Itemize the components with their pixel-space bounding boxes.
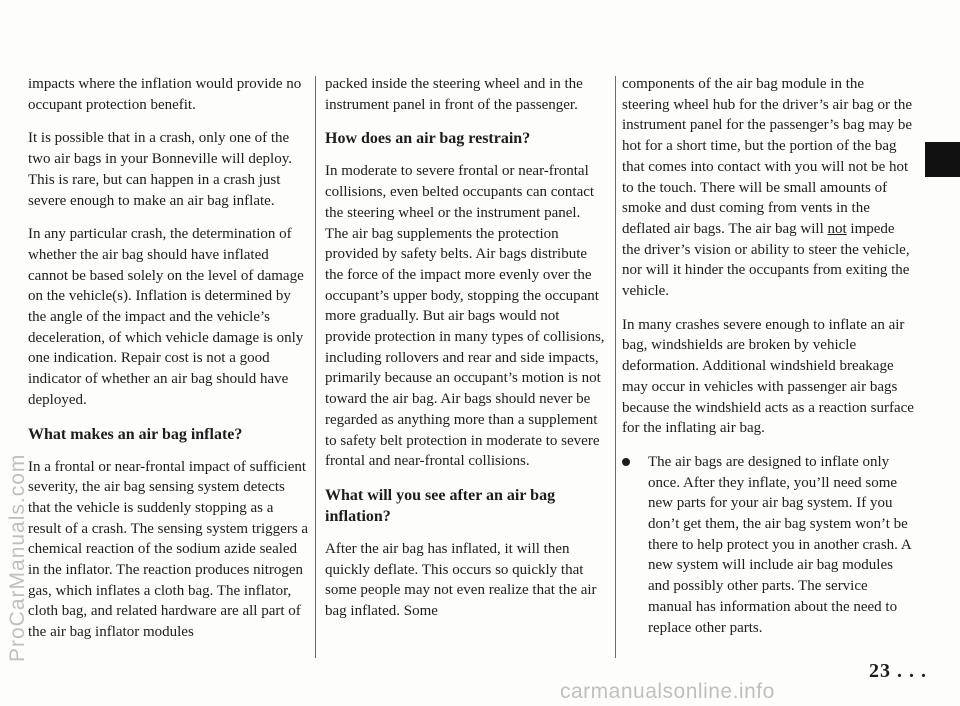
footer-url: carmanualsonline.info	[560, 680, 775, 703]
section-heading: What makes an air bag inflate?	[28, 425, 243, 443]
paragraph-text: components of the air bag module in the steering wheel hub for the driver’s air bag or the instrument panel for the passenger’s bag may be hot for a short time, but the portion of the bag that comes into contact with you will not be hot to the touch. There will be small amounts of smoke and dust coming from vents in the deflated air bags. The air bag will	[622, 76, 913, 237]
text-column-1	[28, 74, 310, 656]
column-divider	[315, 76, 316, 658]
paragraph-text: impede the driver’s vision or ability to steer the vehicle, nor will it hinder the occupants from exiting the vehicle.	[622, 220, 910, 300]
bullet-icon	[622, 458, 630, 466]
column-divider	[615, 76, 616, 658]
paragraph: In any particular crash, the determination of whether the air bag should have inflated cannot be based solely on the level of damage on the vehicle(s). Inflation is determined by the angle of the impact and the vehicle’s deceleration, of which vehicle damage is only one indication. Repair cost is not a good indicator of whether an air bag should have deployed.	[28, 226, 304, 408]
section-tab-marker	[925, 142, 960, 177]
paragraph: packed inside the steering wheel and in the instrument panel in front of the passenger.	[325, 76, 583, 113]
list-item-text: The air bags are designed to inflate only once. After they inflate, you’ll need some new parts for your air bag system. If you don’t get them, the air bag system won’t be there to help protect you in another crash. A new system will include air bag modules and possibly other parts. The service manual has information about the need to replace other parts.	[648, 453, 911, 636]
text-column-2	[325, 74, 607, 635]
paragraph: After the air bag has inflated, it will then quickly deflate. This occurs so quickly that some people may not even realize that the air bag inflated. Some	[325, 540, 597, 620]
paragraph: In moderate to severe frontal or near-frontal collisions, even belted occupants can contact the steering wheel or the instrument panel. The air bag supplements the protection provided by safety belts. Air bags distribute the force of the impact more evenly over the occupant’s upper body, stopping the occupant more gradually. But air bags would not provide protection in many types of collisions, including rollovers and rear and side impacts, primarily because an occupant’s motion is not toward the air bag. Air bags should never be regarded as anything more than a supplement to safety belt protection in moderate to severe frontal and near-frontal collisions.	[325, 163, 605, 470]
list-item	[622, 452, 914, 638]
paragraph: In many crashes severe enough to inflate an air bag, windshields are broken by vehicle deformation. Additional windshield breakage may occur in vehicles with passenger air bags because the windshield acts as a reaction surface for the inflating air bag.	[622, 316, 914, 437]
text-column-3	[622, 74, 914, 638]
paragraph: impacts where the inflation would provide no occupant protection benefit.	[28, 76, 302, 113]
section-heading: How does an air bag restrain?	[325, 130, 531, 148]
page-number: 23 . . .	[869, 660, 927, 682]
emphasis-text: not	[827, 220, 847, 237]
paragraph: In a frontal or near-frontal impact of sufficient severity, the air bag sensing system detects that the vehicle is suddenly stopping as a result of a crash. The sensing system triggers a chemical reaction of the sodium azide sealed in the inflator. The reaction produces nitrogen gas, which inflates a cloth bag. The inflator, cloth bag, and related hardware are all part of the air bag inflator modules	[28, 458, 309, 641]
bullet-list	[622, 452, 914, 638]
paragraph	[622, 74, 914, 302]
section-heading: What will you see after an air bag inflation?	[325, 486, 556, 525]
paragraph: It is possible that in a crash, only one of the two air bags in your Bonneville will deploy. This is rare, but can happen in a crash just severe enough to make an air bag inflate.	[28, 130, 292, 209]
